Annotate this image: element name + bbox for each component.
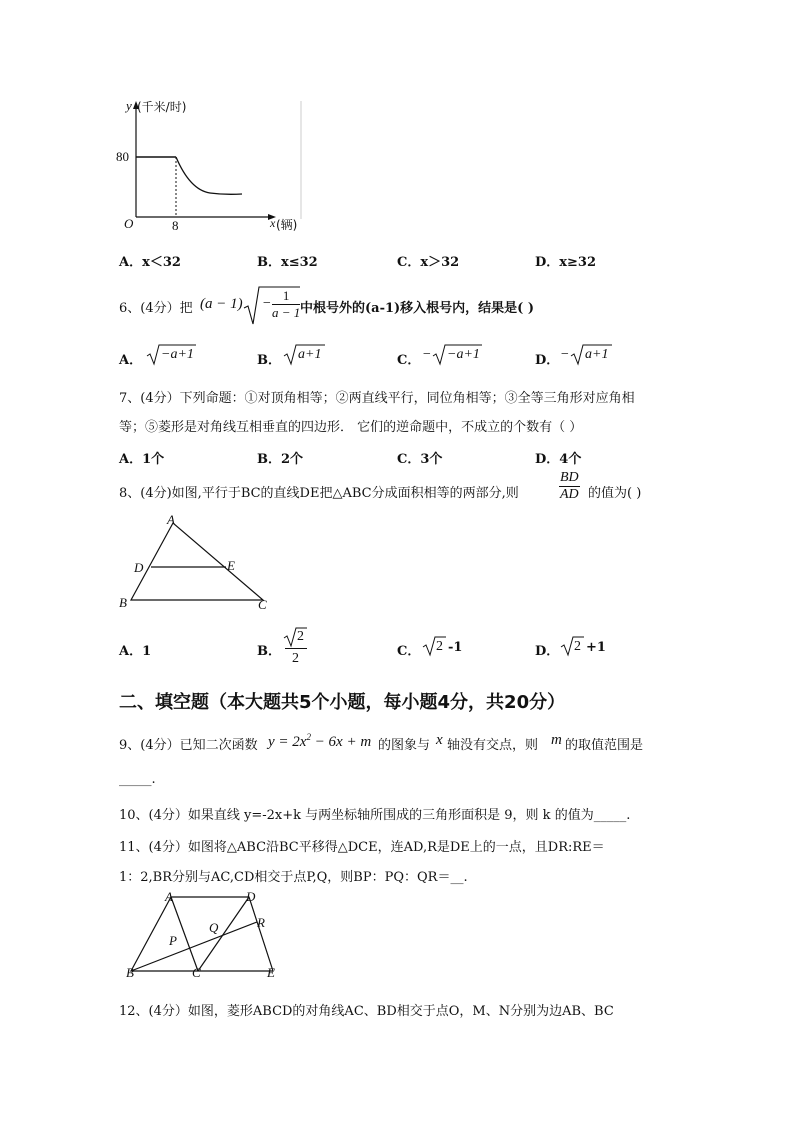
q9-x-var: x bbox=[436, 732, 443, 748]
q6-option-a-label: A． bbox=[119, 353, 143, 368]
q6-suffix: 中根号外的(a-1)移入根号内，结果是( ) bbox=[300, 301, 534, 316]
q9-blank: _____. bbox=[119, 772, 156, 787]
speed-graph bbox=[110, 95, 310, 235]
y-axis-unit: (千米/时) bbox=[137, 100, 187, 114]
q5-option-c: C．x＞32 bbox=[397, 255, 460, 270]
q8-label-b: B bbox=[119, 595, 127, 610]
q9-prefix: 9、(4分）已知二次函数 bbox=[119, 738, 258, 753]
q9-middle: 的图象与 bbox=[378, 738, 431, 753]
q11-line1: 11、(4分）如图将△ABC沿BC平移得△DCE，连AD,R是DE上的一点，且DR:RE＝ bbox=[119, 840, 605, 855]
origin-label: O bbox=[124, 216, 134, 231]
q8-option-d-label: D． bbox=[535, 644, 560, 659]
q10-text: 10、(4分）如果直线 y=-2x+k 与两坐标轴所围成的三角形面积是 9，则 k 的值为_____. bbox=[119, 808, 631, 823]
q7-option-c: C．3个 bbox=[397, 452, 443, 467]
q9-m-var: m bbox=[551, 732, 562, 748]
q7-option-a: A．1个 bbox=[119, 452, 165, 467]
q7-line2: 等；⑤菱形是对角线互相垂直的四边形． 它们的逆命题中，不成立的个数有（ ） bbox=[119, 420, 583, 435]
q6-option-c-label: C． bbox=[397, 353, 421, 368]
x-tick-label: 8 bbox=[172, 218, 179, 233]
q8-option-b-label: B． bbox=[257, 644, 281, 659]
q8-fraction bbox=[559, 470, 580, 503]
q11-label-d: D bbox=[246, 889, 256, 904]
q8-option-c-label: C． bbox=[397, 644, 421, 659]
q6-expression: (a − 1) − $\frac{1}{a - 1}$ bbox=[200, 284, 300, 328]
q9-after-x: 轴没有交点，则 bbox=[447, 738, 539, 753]
q11-label-p: P bbox=[169, 933, 177, 948]
q8-suffix: 的值为( ) bbox=[588, 486, 642, 501]
y-axis-label: y bbox=[126, 98, 132, 113]
section2-heading: 二、填空题（本大题共5个小题，每小题4分，共20分） bbox=[119, 692, 566, 713]
q8-frac-num: BD bbox=[560, 470, 579, 485]
q8-frac-den: AD bbox=[560, 487, 579, 502]
q11-label-e: E bbox=[267, 965, 275, 980]
q11-line2: 1：2,BR分别与AC,CD相交于点P,Q，则BP：PQ：QR＝__. bbox=[119, 870, 468, 885]
q8-label-e: E bbox=[227, 558, 235, 573]
q11-label-q: Q bbox=[209, 920, 219, 935]
q8-option-c-tail: -1 bbox=[448, 640, 463, 655]
q11-label-r: R bbox=[257, 915, 265, 930]
q9-suffix: 的取值范围是 bbox=[565, 738, 644, 753]
q5-option-a: A．x＜32 bbox=[119, 255, 181, 270]
q8-option-d-tail: +1 bbox=[586, 640, 606, 655]
q7-option-d: D．4个 bbox=[535, 452, 582, 467]
x-axis-label: x bbox=[270, 216, 276, 230]
q8-label-d: D bbox=[134, 560, 144, 575]
q9-equation: $y = 2x^2 - 6x + m$ bbox=[268, 732, 372, 750]
q6-prefix: 6、(4分）把 bbox=[119, 301, 193, 316]
q8-text: 8、(4分)如图,平行于BC的直线DE把△ABC分成面积相等的两部分,则 bbox=[119, 486, 519, 501]
q6-option-d-label: D． bbox=[535, 353, 560, 368]
decay-curve bbox=[176, 157, 242, 194]
y-tick-label: 80 bbox=[116, 149, 129, 164]
q8-label-c: C bbox=[258, 597, 267, 612]
q11-label-a: A bbox=[165, 889, 173, 904]
q8-option-b-expr: 2 2 bbox=[283, 626, 309, 670]
q7-line1: 7、(4分）下列命题：①对顶角相等；②两直线平行，同位角相等；③全等三角形对应角相 bbox=[119, 391, 635, 406]
q6-option-b-label: B． bbox=[257, 353, 281, 368]
q11-parallelogram-figure bbox=[118, 888, 288, 983]
q8-option-a: A．1 bbox=[119, 644, 152, 659]
q5-option-d: D．x≥32 bbox=[535, 255, 597, 270]
q11-label-c: C bbox=[192, 965, 201, 980]
x-axis-unit: (辆) bbox=[276, 218, 298, 232]
q8-label-a: A bbox=[167, 512, 175, 527]
q5-option-b: B．x≤32 bbox=[257, 255, 318, 270]
q11-label-b: B bbox=[126, 965, 134, 980]
q12-text: 12、(4分）如图，菱形ABCD的对角线AC、BD相交于点O，M、N分别为边AB、BC bbox=[119, 1004, 614, 1019]
q7-option-b: B．2个 bbox=[257, 452, 304, 467]
